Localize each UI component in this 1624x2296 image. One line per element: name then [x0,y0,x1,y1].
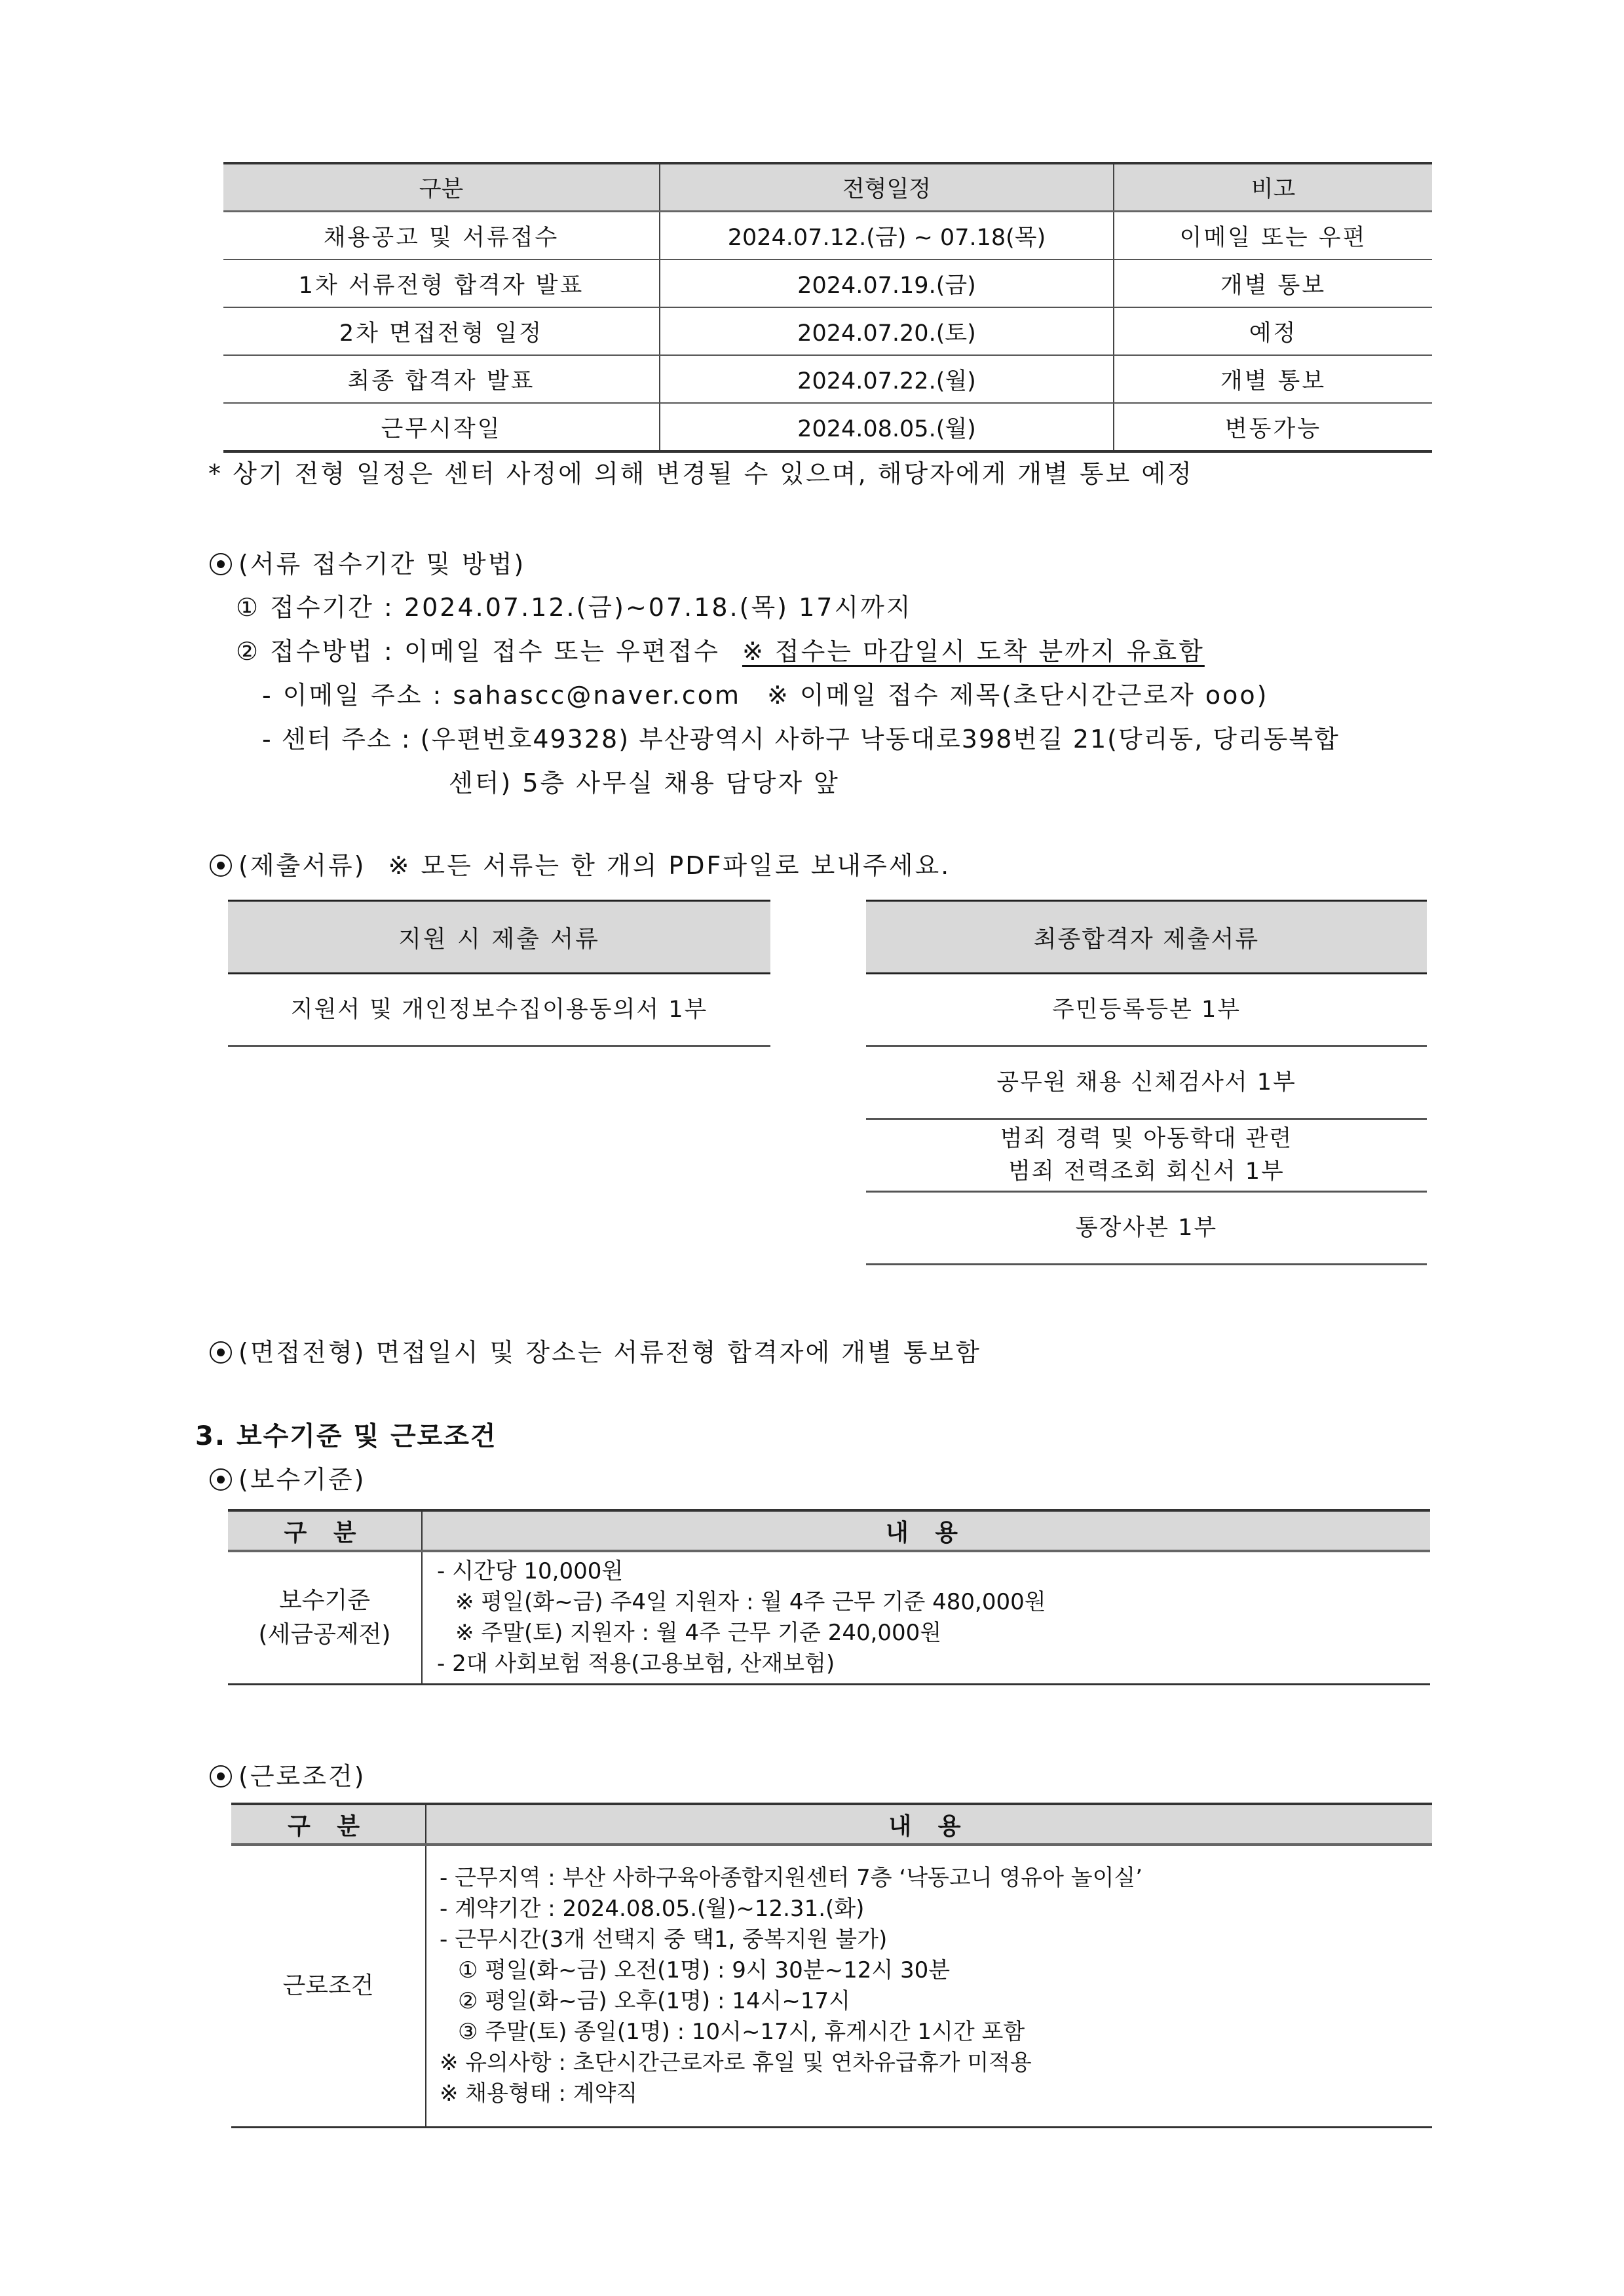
work-line: ③ 주말(토) 종일(1명) : 10시~17시, 휴게시간 1시간 포함 [458,2019,1025,2045]
work-line: ① 평일(화~금) 오전(1명) : 9시 30분~12시 30분 [458,1957,951,1983]
final-documents-header: 최종합격자 제출서류 [866,901,1427,974]
schedule-date: 2024.07.19.(금) [660,259,1114,307]
apply-documents-header-row [228,901,770,974]
salary-content [422,1551,1430,1685]
schedule-stage: 1차 서류전형 합격자 발표 [223,259,660,307]
application-method: ② 접수방법 : 이메일 접수 또는 우편접수 [236,637,720,666]
schedule-row [223,307,1432,355]
application-email: - 이메일 주소 : sahascc@naver.com [262,681,742,710]
interview-heading: (면접전형) [238,1338,366,1367]
work-content [426,1845,1432,2128]
work-header-label: 구 분 [231,1804,426,1845]
work-row [231,1845,1432,2128]
schedule-stage: 근무시작일 [223,403,660,451]
work-line: ※ 채용형태 : 계약직 [440,2080,638,2107]
documents-heading-note: ※ 모든 서류는 한 개의 PDF파일로 보내주세요. [388,851,951,880]
circled-dot-icon [210,1765,232,1788]
work-line: ※ 유의사항 : 초단시간근로자로 휴일 및 연차유급휴가 미적용 [440,2050,1032,2076]
schedule-stage: 최종 합격자 발표 [223,355,660,403]
work-heading-text: (근로조건) [238,1762,366,1791]
documents-heading-text: (제출서류) [238,851,366,880]
salary-header-content: 내 용 [422,1510,1430,1551]
salary-heading [210,1459,366,1495]
salary-table [228,1509,1430,1685]
schedule-row [223,259,1432,307]
final-document-item: 주민등록등본 1부 [866,974,1427,1046]
schedule-note: 개별 통보 [1114,355,1432,403]
schedule-stage: 채용공고 및 서류접수 [223,212,660,260]
work-line: - 근무시간(3개 선택지 중 택1, 중복지원 불가) [440,1926,888,1953]
salary-heading-text: (보수기준) [238,1465,366,1494]
apply-documents-row [228,974,770,1046]
schedule-row [223,403,1432,451]
apply-documents-table [228,900,770,1047]
application-heading [210,544,525,580]
application-email-note: ※ 이메일 접수 제목(초단시간근로자 ooo) [767,681,1269,710]
apply-document-item: 지원서 및 개인정보수집이용동의서 1부 [228,974,770,1046]
work-line: - 계약기간 : 2024.08.05.(월)~12.31.(화) [440,1896,865,1922]
interview-text: 면접일시 및 장소는 서류전형 합격자에 개별 통보함 [375,1338,981,1367]
circled-dot-icon [210,1341,232,1364]
circled-dot-icon [210,553,232,575]
final-document-item-line1: 범죄 경력 및 아동학대 관련 [1000,1126,1293,1152]
final-documents-row [866,974,1427,1046]
salary-line: - 2대 사회보험 적용(고용보험, 산재보험) [437,1651,835,1677]
application-heading-text: (서류 접수기간 및 방법) [238,550,526,579]
salary-label-line1: 보수기준 [278,1587,371,1614]
work-label: 근로조건 [231,1845,426,2128]
section3-title: 3. 보수기준 및 근로조건 [195,1421,497,1451]
final-document-item [866,1119,1427,1192]
schedule-row [223,355,1432,403]
application-period: ① 접수기간 : 2024.07.12.(금)~07.18.(목) 17시까지 [236,593,913,622]
application-method-line [236,631,1205,667]
apply-documents-header: 지원 시 제출 서류 [228,901,770,974]
schedule-date: 2024.07.20.(토) [660,307,1114,355]
schedule-header-date: 전형일정 [660,163,1114,212]
interview-line [210,1332,981,1368]
schedule-row [223,212,1432,260]
salary-label-line2: (세금공제전) [258,1621,391,1648]
application-address-line1: - 센터 주소 : (우편번호49328) 부산광역시 사하구 낙동대로398번길 21(당리동, 당리동복합 [262,725,1340,754]
final-document-item-line2: 범죄 전력조회 회신서 1부 [1008,1158,1285,1185]
final-documents-row [866,1119,1427,1192]
final-documents-header-row [866,901,1427,974]
work-line: ② 평일(화~금) 오후(1명) : 14시~17시 [458,1988,850,2014]
final-document-item: 공무원 채용 신체검사서 1부 [866,1046,1427,1119]
schedule-note: 예정 [1114,307,1432,355]
schedule-table [223,162,1432,453]
final-documents-row [866,1046,1427,1119]
work-header-content: 내 용 [426,1804,1432,1845]
circled-dot-icon [210,1468,232,1491]
salary-line: ※ 평일(화~금) 주4일 지원자 : 월 4주 근무 기준 480,000원 [455,1589,1046,1615]
salary-row [228,1551,1430,1685]
circled-dot-icon [210,854,232,877]
work-heading [210,1756,366,1792]
schedule-footnote: * 상기 전형 일정은 센터 사정에 의해 변경될 수 있으며, 해당자에게 개별 통보 예정 [208,459,1194,488]
application-method-note: ※ 접수는 마감일시 도착 분까지 유효함 [742,637,1205,666]
final-documents-table [866,900,1427,1265]
application-address-line2: 센터) 5층 사무실 채용 담당자 앞 [449,769,840,797]
salary-line: ※ 주말(토) 지원자 : 월 4주 근무 기준 240,000원 [455,1620,942,1646]
schedule-date: 2024.08.05.(월) [660,403,1114,451]
salary-header-label: 구 분 [228,1510,422,1551]
schedule-note: 이메일 또는 우편 [1114,212,1432,260]
work-header-row [231,1804,1432,1845]
documents-heading [210,845,951,881]
salary-label [228,1551,422,1685]
work-line: - 근무지역 : 부산 사하구육아종합지원센터 7층 ‘낙동고니 영유아 놀이실’ [440,1865,1143,1891]
schedule-note: 변동가능 [1224,415,1322,442]
application-email-line [262,675,1269,711]
schedule-header-stage: 구분 [223,163,660,212]
schedule-header-note: 비고 [1114,163,1432,212]
schedule-note: 개별 통보 [1114,259,1432,307]
work-conditions-table [231,1803,1432,2128]
schedule-header-row [223,163,1432,212]
final-document-item: 통장사본 1부 [866,1192,1427,1265]
salary-line: - 시간당 10,000원 [437,1558,624,1584]
schedule-date: 2024.07.12.(금) ~ 07.18(목) [660,212,1114,260]
final-documents-row [866,1192,1427,1265]
schedule-date: 2024.07.22.(월) [660,355,1114,403]
schedule-stage: 2차 면접전형 일정 [223,307,660,355]
salary-header-row [228,1510,1430,1551]
